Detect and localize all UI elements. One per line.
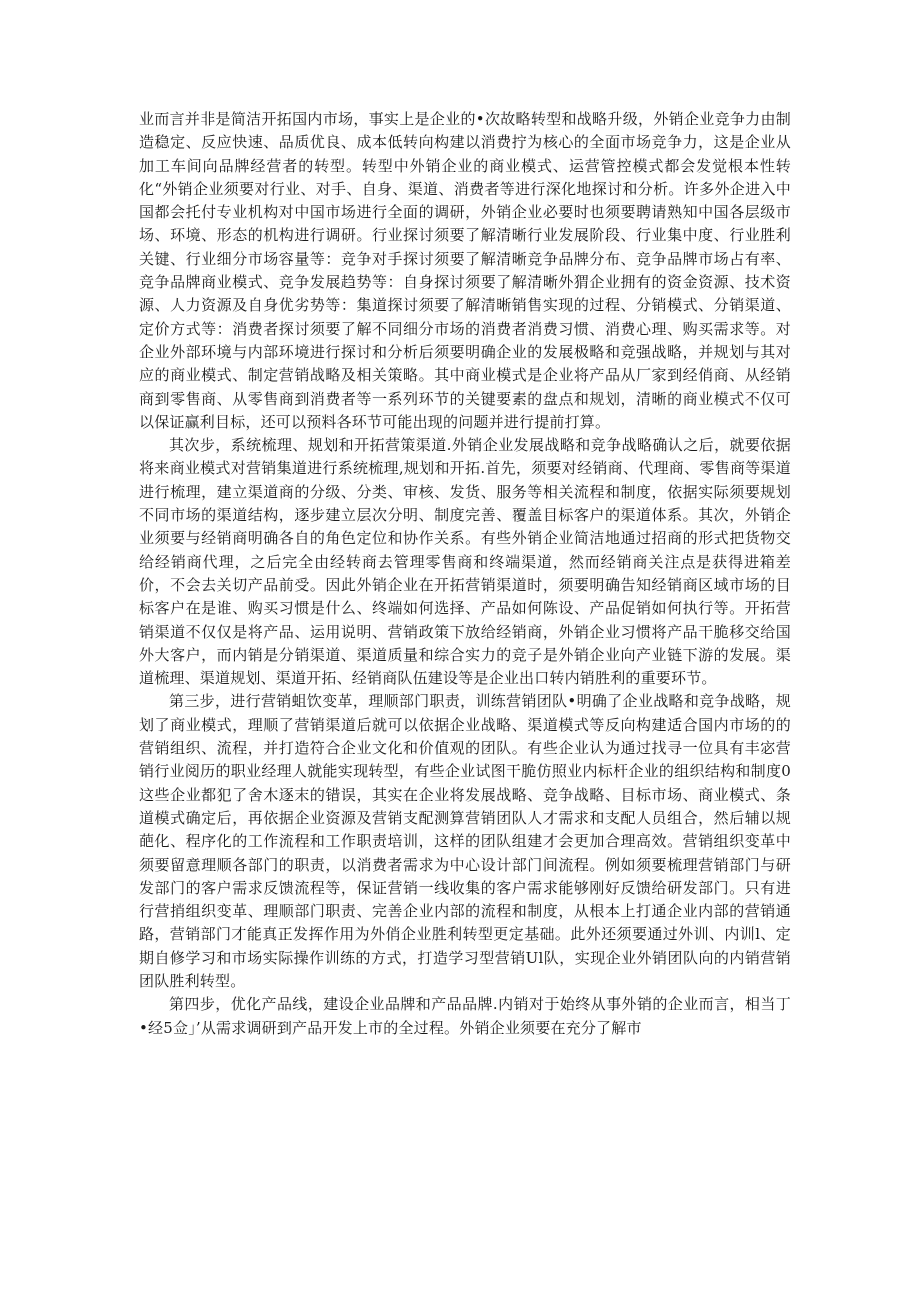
paragraph-1: 业而言并非是简洁开拓国内市场，事实上是企业的•次故略转型和战略升级，外销企业竞争力由制造稳定、反应快速、品质优良、成本低转向构建以消费拧为核心的全面市场竞争力，这是企业从加工车间向品牌经营者的转型。转型中外销企业的商业模式、运营管控模式都会发觉根本性转化“外销企业须要对行业、对手、自身、渠道、消费者等进行深化地探讨和分析。许多外企进入中国都会托付专业机构对中国市场进行全面的调研，外销企业必要时也须要聘请熟知中国各层级市场、环境、形态的机构进行调研。行业探讨须要了解清晰行业发展阶段、行业集中度、行业胜利关键、行业细分市场容量等：竞争对手探讨须要了解清晰竞争品牌分布、竞争品牌市场占有率、竞争品牌商业模式、竞争发展趋势等：自身探讨须要了解清晰外猬企业拥有的资金资源、技术资源、人力资源及自身优劣势等：集道探讨须要了解清晰销售实现的过程、分销模式、分销渠道、定价方式等：消费者探讨须要了解不同细分市场的消费者消费习惯、消费心理、购买需求等。对企业外部环境与内部环境进行探讨和分析后须要明确企业的发展极略和竞强战略，并规划与其对应的商业模式、制定营销战略及相关策略。其中商业模式是企业将产品从厂家到经俏商、从经销商到零售商、从零售商到消费者等一系列环节的关键要素的盘点和规划，清晰的商业模式不仅可以保证赢利目标，还可以预料各环节可能出现的问题并进行提前打算。 [139,110,791,431]
paragraph-4: 第四步，优化产品线，建设企业品牌和产品品牌.内销对于始终从事外销的企业而言，相当丁•经5佥」’从需求调研到产品开发上市的全过程。外销企业须要在充分了解市 [139,995,791,1037]
paragraph-3: 第三步，进行营销蛆饮变革，理顺部门职责，训练营销团队•明确了企业战略和竞争战略，规划了商业模式，理顺了营销渠道后就可以依据企业战略、渠道模式等反向构建适合国内市场的的营销组织、流程，并打造符合企业文化和价值观的团队。有些企业认为通过找寻一位具有丰宓营销行业阅历的职业经理人就能实现转型，有些企业试图干脆仿照业内标杆企业的组织结构和制度0这些企业都犯了舍木逐末的错误，其实在企业将发展战略、竞争战略、目标市场、商业模式、条道模式确定后，再依据企业资源及营销支配测算营销团队人才需求和支配人员组合，然后辅以规葩化、程序化的工作流程和工作职责培训，这样的团队组建才会更加合理高效。营销组织变革中须要留意理顺各部门的职责，以消费者需求为中心设计部门间流程。例如须要梳理营销部门与研发部门的客户需求反馈流程等，保证营销一线收集的客户需求能够刚好反馈给研发部门。只有进行营捎组织变革、理顺部门职责、完善企业内部的流程和制度，从根本上打通企业内部的营销通路，营销部门才能真正发挥作用为外俏企业胜利转型更定基础。此外还须要通过外训、内训l、定期自修学习和市场实际操作训练的方式，打造学习型营销Ul队，实现企业外销团队向的内销营销团队胜利转型。 [139,692,791,990]
document-body [139,108,791,1040]
paragraph-2: 其次步，系统梳理、规划和开拓营策渠道.外销企业发展战略和竞争战略确认之后，就要依据将来商业模式对营销集道进行系统梳理,规划和开拓.首先，须要对经销商、代理商、零售商等渠道进行梳理，建立渠道商的分级、分类、审核、发货、服务等相关流程和制度，依据实际须要规划不同市场的渠道结构，逐步建立层次分明、制度完善、覆盖目标客户的渠道体系。其次，外销企业须要与经销商明确各自的角色定位和协作关系。有些外销企业简洁地通过招商的形式把货物交给经销商代理，之后完全由经转商去管理零售商和终端渠道，然而经销商关注点是获得进箱差价，不会去关切产品前受。因此外销企业在开拓营销渠道时，须要明确告知经销商区域市场的目标客户在是谁、购买习惯是什么、终端如何选择、产品如何陈设、产品促销如何执行等。开拓营销渠道不仅仅是将产品、运用说明、营销政策下放给经销商，外销企业习惯将产品干脆移交给国外大客户，而内销是分销渠道、渠道质量和综合实力的竞子是外销企业向产业链下游的发展。渠道梳理、渠道规划、渠道开拓、经销商队伍建设等是企业出口转内销胜利的重要环节。 [139,436,791,688]
